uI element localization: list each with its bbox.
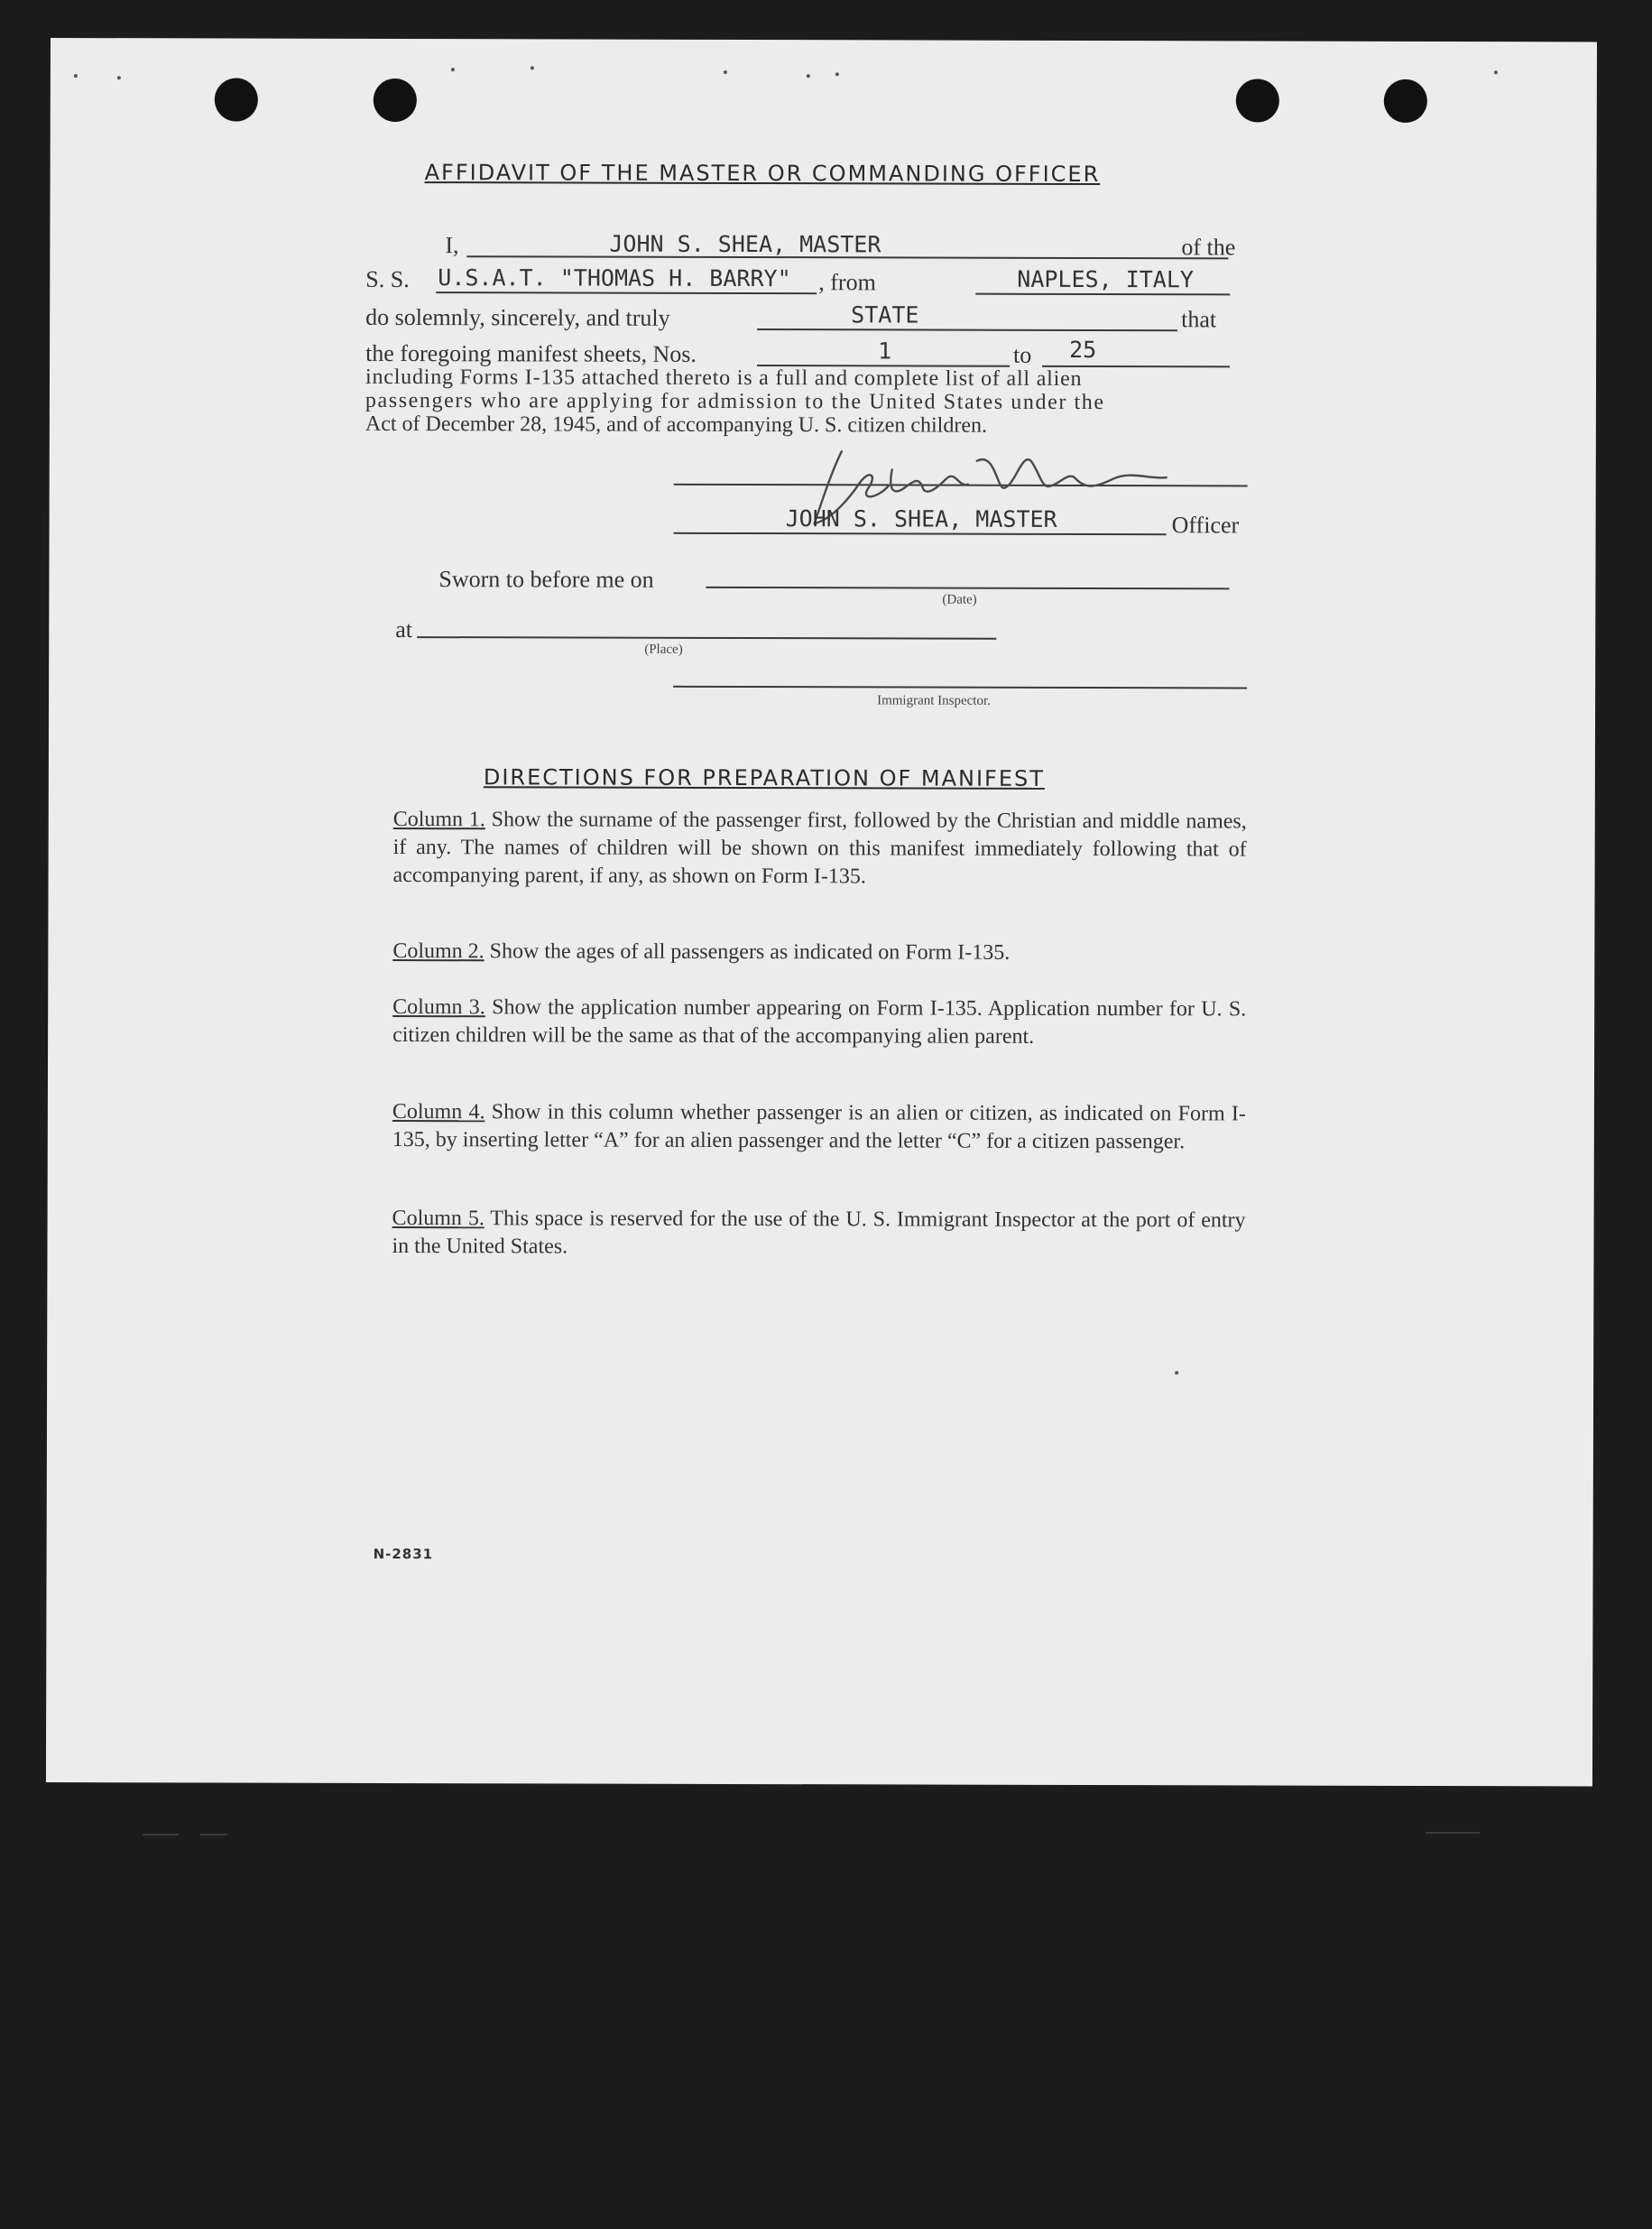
column-3-text: Show the application number appearing on Form I-135. Application number for U. S. citizen children will be the same as that of the accompanying alien parent.	[392, 995, 1247, 1049]
column-4-label: Column 4.	[392, 1099, 485, 1124]
affidavit-port: NAPLES, ITALY	[1017, 265, 1195, 293]
speck	[74, 74, 78, 78]
speck	[724, 70, 727, 74]
speck	[531, 66, 534, 69]
speck	[117, 76, 121, 79]
form-number: N-2831	[373, 1545, 434, 1563]
direction-column-5	[392, 1205, 1245, 1262]
affidavit-line7: Act of December 28, 1945, and of accompanying U. S. citizen children.	[365, 412, 988, 438]
date-caption: (Date)	[942, 592, 977, 607]
speck	[1175, 1371, 1178, 1374]
affidavit-line1-suffix: of the	[1181, 234, 1236, 261]
affidavit-line3-prefix: do solemnly, sincerely, and truly	[365, 303, 670, 331]
affidavit-title: AFFIDAVIT OF THE MASTER OR COMMANDING OFFICER	[424, 160, 1101, 188]
speck	[451, 68, 455, 71]
column-2-text: Show the ages of all passengers as indicated on Form I-135.	[489, 939, 1011, 965]
speck	[835, 72, 839, 76]
place-caption: (Place)	[644, 642, 683, 657]
document-page	[46, 38, 1597, 1786]
place-rule	[417, 636, 996, 640]
punch-hole-1	[215, 78, 258, 121]
margin-mark	[200, 1834, 227, 1836]
column-1-label: Column 1.	[392, 807, 485, 832]
affidavit-sheet-to: 25	[1069, 336, 1097, 364]
sworn-date-rule	[706, 587, 1229, 590]
column-5-label: Column 5.	[392, 1206, 485, 1231]
officer-label: Officer	[1171, 512, 1240, 539]
column-4-text: Show in this column whether passenger is an alien or citizen, as indicated on Form I-135, by inserting letter “A” for an alien passenger and the letter “C” for a citizen passenger.	[392, 1100, 1246, 1154]
affidavit-line1-prefix: I,	[445, 232, 459, 259]
direction-column-2	[392, 938, 1246, 967]
punch-hole-3	[1236, 79, 1279, 122]
affidavit-sheet-from: 1	[878, 338, 892, 365]
affidavit-line4-to: to	[1013, 341, 1032, 368]
direction-column-3	[392, 994, 1246, 1051]
column-5-text: This space is reserved for the use of the U. S. Immigrant Inspector at the port of entry in the United States.	[392, 1207, 1246, 1259]
column-1-text: Show the surname of the passenger first, followed by the Christian and middle names, if any. The names of children will be shown on this manifest immediately following that of accompanying parent, if any, as shown on Form I-135.	[392, 808, 1247, 889]
inspector-caption: Immigrant Inspector.	[877, 693, 991, 708]
column-3-label: Column 3.	[392, 994, 485, 1020]
affidavit-line2-prefix: S. S.	[365, 265, 410, 293]
direction-column-4	[392, 1098, 1246, 1156]
affidavit-line2-from: , from	[818, 269, 876, 296]
inspector-rule	[673, 686, 1247, 689]
speck	[807, 74, 810, 78]
sworn-prefix: Sworn to before me on	[438, 566, 654, 593]
affidavit-line3-suffix: that	[1181, 306, 1217, 333]
line3-rule	[757, 328, 1177, 331]
line2-rule-ship	[436, 291, 817, 294]
affidavit-state: STATE	[851, 301, 919, 328]
speck	[1494, 70, 1498, 74]
at-prefix: at	[395, 616, 413, 643]
line2-rule-port	[975, 293, 1230, 296]
affidavit-master-name: JOHN S. SHEA, MASTER	[609, 230, 881, 258]
affidavit-ship-name: U.S.A.T. "THOMAS H. BARRY"	[438, 264, 791, 292]
affidavit-line5: including Forms I-135 attached thereto is a full and complete list of all alien	[365, 365, 1083, 391]
punch-hole-4	[1384, 79, 1427, 123]
margin-mark	[143, 1834, 179, 1836]
column-2-label: Column 2.	[392, 939, 485, 964]
margin-mark	[1426, 1832, 1480, 1834]
officer-typed-name: JOHN S. SHEA, MASTER	[785, 505, 1057, 532]
affidavit-line6: passengers who are applying for admission to the United States under the	[365, 388, 1105, 415]
directions-title: DIRECTIONS FOR PREPARATION OF MANIFEST	[483, 764, 1045, 791]
punch-hole-2	[374, 79, 417, 122]
direction-column-1	[393, 806, 1247, 892]
affidavit-line4-prefix: the foregoing manifest sheets, Nos.	[365, 339, 697, 367]
